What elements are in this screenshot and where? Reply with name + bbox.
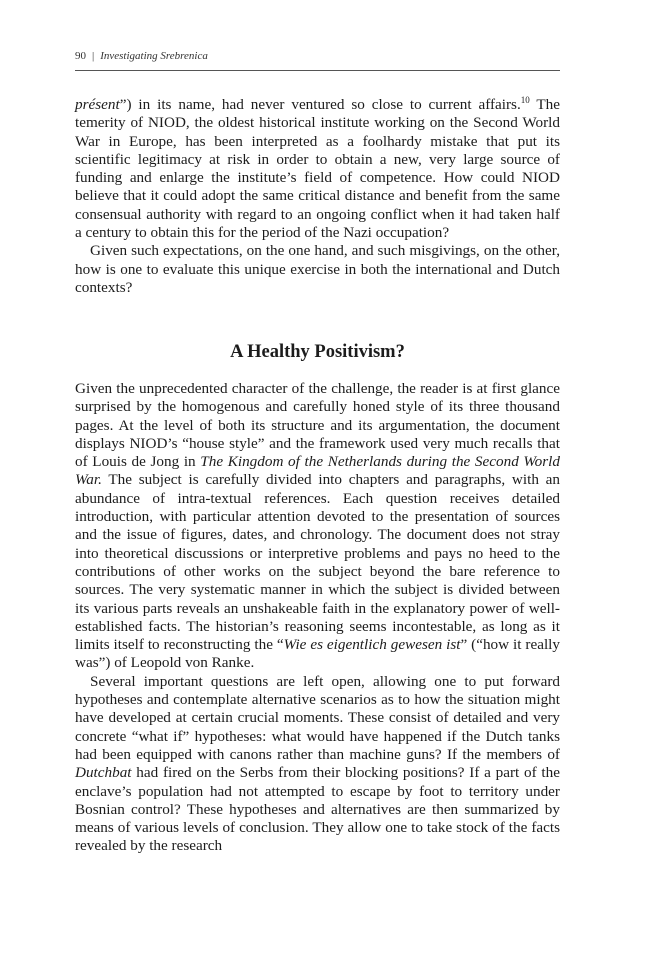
paragraph: Given such expectations, on the one hand, and such misgivings, on the other, how is one to evaluate this unique exercise in both the international and Dutch contexts? [75, 242, 560, 296]
running-header [75, 50, 560, 62]
paragraph-text: ”) in its name, had never ventured so close to current affairs. [119, 96, 521, 113]
running-title: Investigating Srebrenica [100, 50, 208, 62]
header-separator: | [92, 50, 95, 62]
paragraph-text: The temerity of NIOD, the oldest historical institute working on the Second World War in Europe, has been interpreted as a foolhardy mistake that put its scientific legitimacy at risk in order to obtain a new, very large source of funding and enlarge the institute’s field of competence. How could NIOD believe that it could adopt the same critical distance and benefit from the same consensual authority with regard to an ongoing conflict when it had taken half a century to obtain this for the period of the Nazi occupation? [75, 96, 560, 242]
paragraph [75, 673, 560, 856]
paragraph-continued [75, 96, 560, 242]
italic-name: Dutchbat [75, 764, 132, 782]
body-top [75, 96, 560, 297]
italic-title: The Kingdom of the Netherlands during the Second World War. [75, 453, 560, 489]
italic-quote: Wie es eigentlich gewesen ist [283, 636, 461, 654]
footnote-marker: 10 [520, 94, 530, 105]
header-rule [75, 70, 560, 71]
body-bottom [75, 380, 560, 856]
paragraph [75, 380, 560, 673]
page-number: 90 [75, 50, 86, 62]
paragraph-text: Given the unprecedented character of the challenge, the reader is at first glance surprised by the homogenous and carefully honed style of its three thousand pages. At the level of both its structure and its argumentation, the document displays NIOD’s “house style” and the framework used very much recalls that of Louis de Jong in [75, 380, 560, 471]
italic-phrase: présent [75, 96, 120, 113]
paragraph-text: ” (“how it really was”) of Leopold von Ranke. [75, 636, 560, 672]
paragraph-text: had fired on the Serbs from their blocking positions? If a part of the enclave’s population had not attempted to escape by foot to territory under Bosnian control? These hypotheses and alternatives are then summarized by means of various levels of conclusion. They allow one to take stock of the facts revealed by the research [75, 764, 560, 855]
paragraph-text: The subject is carefully divided into chapters and paragraphs, with an abundance of intra-textual references. Each question receives detailed introduction, with particular attention devoted to the presentation of sources and the issue of figures, dates, and chronology. The document does not stray into theoretical discussions or interpretive problems and pays no heed to the contributions of other works on the subject beyond the bare reference to sources. The very systematic manner in which the subject is divided between its various parts reveals an unshakeable faith in the explanatory power of well-established facts. The historian’s reasoning seems incontestable, as long as it limits itself to reconstructing the “ [75, 471, 560, 654]
paragraph-text: Several important questions are left open, allowing one to put forward hypotheses and contemplate alternative scenarios as to how the situation might have developed at certain crucial moments. These consist of detailed and very concrete “what if” hypotheses: what would have happened if the Dutch tanks had been equipped with canons rather than machine guns? If the members of [75, 672, 560, 763]
section-heading: A Healthy Positivism? [230, 342, 405, 362]
